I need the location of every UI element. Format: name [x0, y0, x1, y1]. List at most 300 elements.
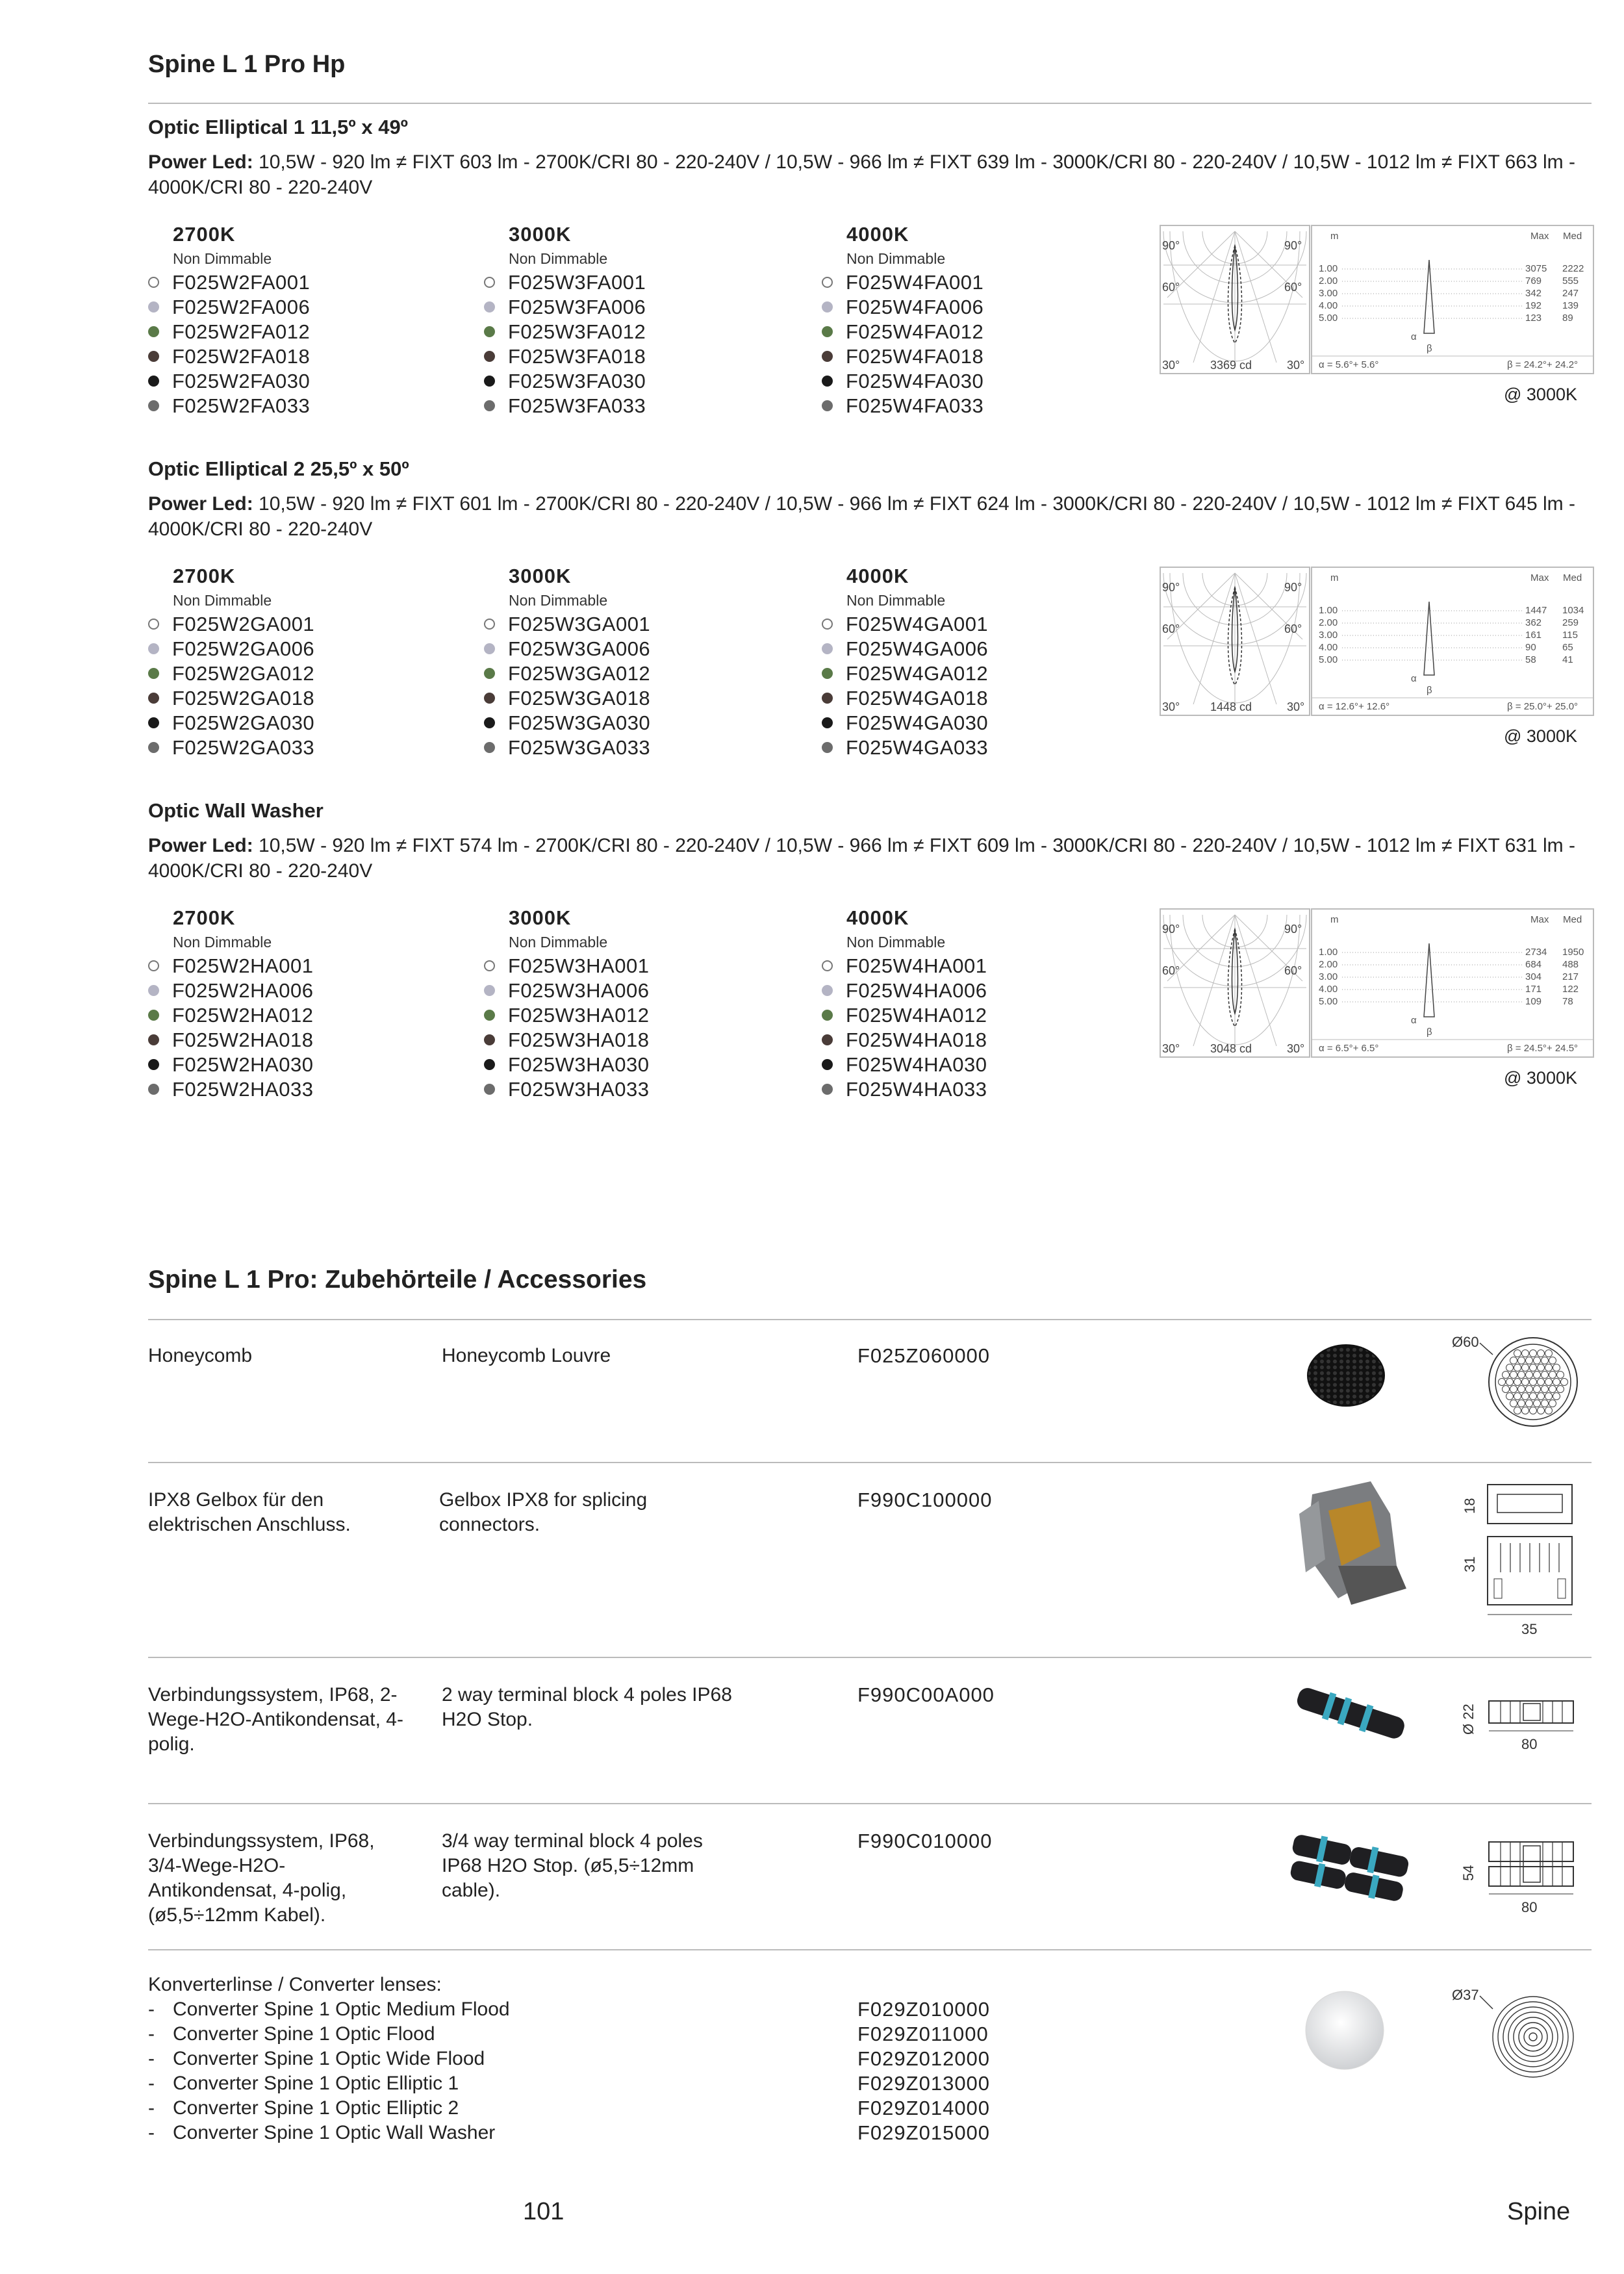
distance-value: 2.00	[1319, 275, 1338, 287]
alpha-value: α = 6.5°+ 6.5°	[1319, 1043, 1379, 1054]
product-code-row	[484, 344, 796, 369]
power-led-label: Power Led:	[148, 493, 253, 515]
med-value: 78	[1562, 996, 1573, 1007]
max-value: 769	[1525, 275, 1542, 287]
honeycomb-cell	[1545, 1407, 1553, 1414]
converter-lens-drawing	[1449, 1982, 1592, 2086]
polar-candela: 3369 cd	[1210, 359, 1252, 372]
product-code: F025W2HA018	[172, 1028, 314, 1051]
product-code: F025W2GA033	[172, 736, 315, 759]
polar-candela: 3048 cd	[1210, 1042, 1252, 1055]
med-header: Med	[1563, 914, 1582, 925]
color-temp: 3000K	[509, 906, 572, 929]
product-code-row	[484, 711, 796, 735]
reference-temp: @ 3000K	[1504, 726, 1577, 746]
honeycomb-cell	[1538, 1379, 1545, 1386]
power-led-label: Power Led:	[148, 151, 253, 173]
color-temp-column	[484, 906, 796, 1102]
product-code-row	[148, 686, 460, 711]
honeycomb-cell	[1518, 1357, 1525, 1364]
honeycomb-cell	[1514, 1364, 1521, 1372]
product-code: F025W3GA030	[508, 711, 651, 734]
distance-value: 4.00	[1319, 984, 1338, 995]
color-temp-column	[148, 223, 460, 418]
product-code-row	[484, 1053, 796, 1077]
finish-swatch	[484, 668, 495, 679]
optic-title: Optic Elliptical 1 11,5º x 49º	[148, 116, 409, 138]
color-temp: 2700K	[173, 223, 236, 246]
polar-label: 60°	[1284, 281, 1302, 294]
converter-code: F029Z011000	[857, 2023, 989, 2045]
finish-swatch	[484, 1059, 495, 1070]
product-code-row	[148, 978, 460, 1003]
product-code-row	[822, 711, 1134, 735]
med-value: 1950	[1562, 947, 1584, 958]
photometry-table	[1311, 908, 1594, 1058]
converter-code: F029Z014000	[857, 2097, 991, 2119]
beta-value: β = 25.0°+ 25.0°	[1507, 701, 1579, 712]
finish-swatch	[148, 277, 159, 288]
honeycomb-cell	[1553, 1364, 1560, 1372]
product-code-row	[484, 735, 796, 760]
beta-symbol: β	[1427, 1027, 1432, 1038]
honeycomb-cell	[1549, 1357, 1556, 1364]
polar-label: 30°	[1162, 359, 1180, 372]
product-code: F025W3GA033	[508, 736, 651, 759]
finish-swatch	[822, 742, 833, 753]
accessories-title: Spine L 1 Pro: Zubehörteile / Accessories	[148, 1266, 647, 1294]
beta-symbol: β	[1427, 685, 1432, 696]
product-code: F025W2FA033	[172, 394, 311, 417]
color-temp-column	[822, 223, 1134, 418]
max-header: Max	[1530, 572, 1549, 583]
gelbox-photo	[1293, 1475, 1416, 1618]
converter-item: - Converter Spine 1 Optic Wall Washer	[148, 2122, 496, 2143]
terminal-4way-drawing	[1449, 1829, 1592, 1917]
product-code: F025W2HA001	[172, 954, 314, 977]
honeycomb-cell	[1526, 1357, 1533, 1364]
honeycomb-cell	[1530, 1393, 1537, 1400]
color-temp-column	[148, 565, 460, 760]
finish-swatch	[484, 742, 495, 753]
honeycomb-cell	[1522, 1350, 1529, 1357]
page-number: 101	[523, 2198, 565, 2225]
divider	[148, 103, 1592, 104]
distance-value: 3.00	[1319, 288, 1338, 299]
dimension-label: 31	[1462, 1556, 1478, 1572]
color-temp: 4000K	[846, 565, 909, 587]
product-code-row	[148, 344, 460, 369]
converter-item: - Converter Spine 1 Optic Elliptic 2	[148, 2097, 459, 2119]
finish-swatch	[148, 1084, 159, 1095]
honeycomb-cell	[1549, 1372, 1556, 1379]
product-code-row	[148, 637, 460, 661]
finish-swatch	[822, 277, 833, 288]
honeycomb-cell	[1518, 1372, 1525, 1379]
product-code: F025W4HA012	[846, 1004, 987, 1027]
beta-symbol: β	[1427, 343, 1432, 354]
product-code-row	[484, 1077, 796, 1102]
polar-label: 30°	[1162, 700, 1180, 713]
med-value: 488	[1562, 959, 1579, 970]
finish-swatch	[822, 351, 833, 362]
power-led-value: 10,5W - 920 lm ≠ FIXT 603 lm - 2700K/CRI 80 - 220-240V / 10,5W - 966 lm ≠ FIXT 639 lm - 3000K/CRI 80 - 220-240V / 10,5W - 1012 lm ≠ FIXT 663 lm - 4000K/CRI 80 - 220-240V	[148, 151, 1575, 198]
power-led-text	[148, 491, 1603, 542]
terminal-4way-photo	[1276, 1822, 1419, 1913]
polar-label: 90°	[1284, 239, 1302, 252]
terminal-2way-drawing	[1449, 1683, 1592, 1754]
honeycomb-cell	[1545, 1364, 1553, 1372]
product-code-row	[822, 954, 1134, 978]
product-code: F025W3GA001	[508, 613, 651, 635]
product-code-row	[484, 1003, 796, 1028]
converter-label: Converter Spine 1 Optic Medium Flood	[173, 1999, 510, 2020]
honeycomb-cell	[1530, 1379, 1537, 1386]
dimming-label: Non Dimmable	[173, 250, 272, 267]
product-code-row	[148, 369, 460, 394]
product-code: F025W2HA012	[172, 1004, 314, 1027]
honeycomb-cell	[1514, 1350, 1521, 1357]
product-code-row	[484, 295, 796, 320]
product-code: F025W4FA012	[846, 320, 984, 343]
accessory-code: F990C00A000	[857, 1683, 995, 1706]
divider	[148, 1462, 1592, 1463]
dimension-label: Ø60	[1452, 1334, 1479, 1350]
beta-value: β = 24.5°+ 24.5°	[1507, 1043, 1579, 1054]
honeycomb-cell	[1526, 1400, 1533, 1407]
accessory-code: F025Z060000	[857, 1344, 991, 1367]
honeycomb-cell	[1506, 1379, 1514, 1386]
max-value: 192	[1525, 300, 1542, 311]
converter-code: F029Z013000	[857, 2072, 991, 2095]
honeycomb-cell	[1542, 1357, 1549, 1364]
product-code: F025W2HA033	[172, 1078, 314, 1101]
polar-label: 30°	[1287, 1042, 1305, 1055]
max-value: 342	[1525, 288, 1542, 299]
polar-label: 90°	[1284, 581, 1302, 594]
finish-swatch	[148, 376, 159, 387]
honeycomb-cell	[1534, 1357, 1541, 1364]
distance-value: 2.00	[1319, 617, 1338, 628]
distance-value: 3.00	[1319, 971, 1338, 982]
finish-swatch	[822, 376, 833, 387]
polar-diagram	[1160, 225, 1310, 374]
product-code: F025W2FA018	[172, 345, 311, 368]
product-code: F025W4HA001	[846, 954, 987, 977]
alpha-value: α = 5.6°+ 5.6°	[1319, 359, 1379, 370]
accessory-de: Verbindungssystem, IP68, 3/4-Wege-H2O-Antikondensat, 4-polig, (ø5,5÷12mm Kabel).	[148, 1830, 375, 1926]
alpha-symbol: α	[1411, 673, 1417, 684]
product-code-row	[822, 661, 1134, 686]
finish-swatch	[484, 985, 495, 996]
honeycomb-photo	[1306, 1335, 1390, 1413]
honeycomb-cell	[1514, 1393, 1521, 1400]
dimming-label: Non Dimmable	[173, 592, 272, 609]
max-value: 171	[1525, 984, 1542, 995]
finish-swatch	[148, 717, 159, 728]
max-value: 58	[1525, 654, 1536, 665]
finish-swatch	[822, 960, 833, 971]
finish-swatch	[148, 1010, 159, 1021]
dimension-label: 18	[1462, 1498, 1478, 1514]
honeycomb-cell	[1506, 1393, 1514, 1400]
product-code: F025W4HA030	[846, 1053, 987, 1076]
product-code-row	[484, 270, 796, 295]
finish-swatch	[822, 643, 833, 654]
divider	[148, 1949, 1592, 1950]
product-code-row	[484, 686, 796, 711]
distance-value: 1.00	[1319, 605, 1338, 616]
max-value: 684	[1525, 959, 1542, 970]
converter-label: Converter Spine 1 Optic Flood	[173, 2023, 435, 2045]
finish-swatch	[484, 1084, 495, 1095]
max-value: 362	[1525, 617, 1542, 628]
max-header: Max	[1530, 914, 1549, 925]
distance-value: 2.00	[1319, 959, 1338, 970]
power-led-value: 10,5W - 920 lm ≠ FIXT 601 lm - 2700K/CRI 80 - 220-240V / 10,5W - 966 lm ≠ FIXT 624 lm - 3000K/CRI 80 - 220-240V / 10,5W - 1012 lm ≠ FIXT 645 lm - 4000K/CRI 80 - 220-240V	[148, 493, 1575, 540]
med-value: 65	[1562, 642, 1573, 653]
accessory-code: F990C100000	[857, 1488, 993, 1511]
dimension-label: 80	[1521, 1736, 1538, 1752]
max-value: 304	[1525, 971, 1542, 982]
honeycomb-cell	[1538, 1364, 1545, 1372]
terminal-2way-photo	[1289, 1676, 1413, 1748]
product-code: F025W2GA001	[172, 613, 315, 635]
finish-swatch	[148, 643, 159, 654]
finish-swatch	[822, 668, 833, 679]
honeycomb-cell	[1522, 1407, 1529, 1414]
polar-diagram	[1160, 567, 1310, 716]
accessory-de: Verbindungssystem, IP68, 2-Wege-H2O-Antikondensat, 4-polig.	[148, 1684, 403, 1755]
product-code: F025W4HA006	[846, 979, 987, 1002]
color-temp: 3000K	[509, 565, 572, 587]
honeycomb-cell	[1514, 1379, 1521, 1386]
max-value: 123	[1525, 313, 1542, 324]
product-code: F025W2GA012	[172, 662, 315, 685]
product-code: F025W3GA012	[508, 662, 651, 685]
distance-value: 4.00	[1319, 642, 1338, 653]
honeycomb-cell	[1522, 1393, 1529, 1400]
dimming-label: Non Dimmable	[173, 934, 272, 951]
optic-title: Optic Elliptical 2 25,5º x 50º	[148, 457, 409, 480]
honeycomb-cell	[1506, 1364, 1514, 1372]
distance-value: 5.00	[1319, 654, 1338, 665]
beta-value: β = 24.2°+ 24.2°	[1507, 359, 1579, 370]
reference-temp: @ 3000K	[1504, 385, 1577, 404]
accessory-code: F990C010000	[857, 1830, 993, 1852]
med-value: 122	[1562, 984, 1579, 995]
med-value: 1034	[1562, 605, 1584, 616]
converter-title: Konverterlinse / Converter lenses:	[148, 1974, 442, 1995]
med-header: Med	[1563, 231, 1582, 242]
reference-temp: @ 3000K	[1504, 1068, 1577, 1088]
product-code: F025W4GA030	[846, 711, 989, 734]
converter-lens-photo	[1302, 1988, 1387, 2073]
product-code-row	[148, 270, 460, 295]
honeycomb-cell	[1510, 1372, 1517, 1379]
distance-value: 4.00	[1319, 300, 1338, 311]
product-code: F025W4FA001	[846, 271, 984, 294]
product-code: F025W4GA018	[846, 687, 989, 709]
honeycomb-cell	[1553, 1379, 1560, 1386]
med-value: 259	[1562, 617, 1579, 628]
finish-swatch	[148, 668, 159, 679]
honeycomb-cell	[1538, 1393, 1545, 1400]
accessory-de: Honeycomb	[148, 1345, 253, 1366]
product-code: F025W4FA018	[846, 345, 984, 368]
product-code-row	[822, 735, 1134, 760]
product-code-row	[822, 270, 1134, 295]
honeycomb-cell	[1499, 1379, 1506, 1386]
divider	[148, 1803, 1592, 1804]
med-header: Med	[1563, 572, 1582, 583]
photometry-table	[1311, 567, 1594, 716]
honeycomb-cell	[1526, 1372, 1533, 1379]
product-code-row	[148, 661, 460, 686]
product-code-row	[148, 711, 460, 735]
max-value: 109	[1525, 996, 1542, 1007]
honeycomb-cell	[1557, 1386, 1564, 1393]
color-temp-column	[822, 906, 1134, 1102]
product-code-row	[148, 295, 460, 320]
product-code: F025W2FA012	[172, 320, 311, 343]
honeycomb-cell	[1510, 1386, 1517, 1393]
finish-swatch	[148, 400, 159, 411]
product-code-row	[822, 612, 1134, 637]
product-code-row	[148, 1028, 460, 1053]
finish-swatch	[148, 619, 159, 630]
product-code: F025W2HA030	[172, 1053, 314, 1076]
finish-swatch	[148, 1034, 159, 1045]
product-code-row	[822, 1053, 1134, 1077]
product-code: F025W4GA001	[846, 613, 989, 635]
polar-label: 60°	[1162, 281, 1180, 294]
product-code: F025W3FA012	[508, 320, 646, 343]
gelbox-drawing	[1449, 1475, 1592, 1644]
med-value: 41	[1562, 654, 1573, 665]
product-code-row	[822, 320, 1134, 344]
dimension-label: 54	[1460, 1865, 1477, 1881]
alpha-symbol: α	[1411, 1015, 1417, 1026]
finish-swatch	[484, 1010, 495, 1021]
converter-item: - Converter Spine 1 Optic Medium Flood	[148, 1999, 510, 2020]
finish-swatch	[484, 351, 495, 362]
med-value: 139	[1562, 300, 1579, 311]
max-value: 1447	[1525, 605, 1547, 616]
alpha-value: α = 12.6°+ 12.6°	[1319, 701, 1390, 712]
product-code: F025W3FA033	[508, 394, 646, 417]
med-value: 89	[1562, 313, 1573, 324]
power-led-label: Power Led:	[148, 835, 253, 856]
product-code: F025W2GA030	[172, 711, 315, 734]
product-code: F025W2HA006	[172, 979, 314, 1002]
max-value: 3075	[1525, 263, 1547, 274]
converter-label: Converter Spine 1 Optic Elliptic 2	[173, 2097, 459, 2119]
polar-label: 30°	[1162, 1042, 1180, 1055]
product-code-row	[148, 1053, 460, 1077]
product-code-row	[148, 320, 460, 344]
product-code: F025W3HA018	[508, 1028, 650, 1051]
accessory-en: 3/4 way terminal block 4 poles IP68 H2O Stop. (ø5,5÷12mm cable).	[442, 1830, 703, 1901]
finish-swatch	[484, 376, 495, 387]
polar-label: 30°	[1287, 359, 1305, 372]
honeycomb-cell	[1503, 1386, 1510, 1393]
finish-swatch	[822, 985, 833, 996]
product-code-row	[484, 661, 796, 686]
med-value: 217	[1562, 971, 1579, 982]
converter-code: F029Z010000	[857, 1998, 991, 2021]
polar-label: 30°	[1287, 700, 1305, 713]
finish-swatch	[822, 619, 833, 630]
product-code: F025W3FA030	[508, 370, 646, 392]
dimming-label: Non Dimmable	[846, 592, 946, 609]
honeycomb-cell	[1553, 1393, 1560, 1400]
product-code-row	[148, 612, 460, 637]
color-temp: 3000K	[509, 223, 572, 246]
distance-value: 1.00	[1319, 263, 1338, 274]
product-code-row	[822, 978, 1134, 1003]
honeycomb-cell	[1534, 1386, 1541, 1393]
product-code: F025W2GA006	[172, 637, 315, 660]
max-value: 90	[1525, 642, 1536, 653]
honeycomb-cell	[1510, 1400, 1517, 1407]
product-code-row	[484, 394, 796, 418]
polar-label: 60°	[1284, 964, 1302, 977]
unit-label: m	[1330, 914, 1339, 925]
product-code: F025W4HA018	[846, 1028, 987, 1051]
max-value: 161	[1525, 630, 1542, 641]
product-code: F025W4HA033	[846, 1078, 987, 1101]
finish-swatch	[148, 351, 159, 362]
dimming-label: Non Dimmable	[846, 934, 946, 951]
color-temp: 2700K	[173, 565, 236, 587]
honeycomb-cell	[1561, 1379, 1568, 1386]
honeycomb-cell	[1514, 1407, 1521, 1414]
product-code: F025W3GA006	[508, 637, 651, 660]
honeycomb-cell	[1526, 1386, 1533, 1393]
converter-code: F029Z012000	[857, 2047, 991, 2070]
finish-swatch	[148, 985, 159, 996]
converter-label: Converter Spine 1 Optic Wall Washer	[173, 2122, 496, 2143]
finish-swatch	[148, 742, 159, 753]
product-code: F025W2FA001	[172, 271, 311, 294]
dimension-label: 80	[1521, 1899, 1538, 1915]
power-led-value: 10,5W - 920 lm ≠ FIXT 574 lm - 2700K/CRI 80 - 220-240V / 10,5W - 966 lm ≠ FIXT 609 lm - 3000K/CRI 80 - 220-240V / 10,5W - 1012 lm ≠ FIXT 631 lm - 4000K/CRI 80 - 220-240V	[148, 835, 1575, 882]
product-code-row	[484, 1028, 796, 1053]
converter-label: Converter Spine 1 Optic Elliptic 1	[173, 2073, 459, 2094]
optic-title: Optic Wall Washer	[148, 799, 324, 822]
honeycomb-cell	[1530, 1350, 1537, 1357]
product-code: F025W4GA006	[846, 637, 989, 660]
dimming-label: Non Dimmable	[509, 250, 608, 267]
honeycomb-cell	[1518, 1386, 1525, 1393]
finish-swatch	[484, 717, 495, 728]
product-code-row	[484, 978, 796, 1003]
finish-swatch	[484, 619, 495, 630]
finish-swatch	[484, 693, 495, 704]
product-code: F025W4FA006	[846, 296, 984, 318]
product-code: F025W3HA033	[508, 1078, 650, 1101]
product-code: F025W3FA006	[508, 296, 646, 318]
finish-swatch	[484, 1034, 495, 1045]
dimension-label: Ø 22	[1460, 1704, 1477, 1735]
polar-label: 60°	[1284, 622, 1302, 635]
finish-swatch	[822, 1059, 833, 1070]
polar-diagram	[1160, 908, 1310, 1058]
photometry-table	[1311, 225, 1594, 374]
color-temp-column	[484, 565, 796, 760]
accessory-en: 2 way terminal block 4 poles IP68 H2O Stop.	[442, 1684, 732, 1730]
